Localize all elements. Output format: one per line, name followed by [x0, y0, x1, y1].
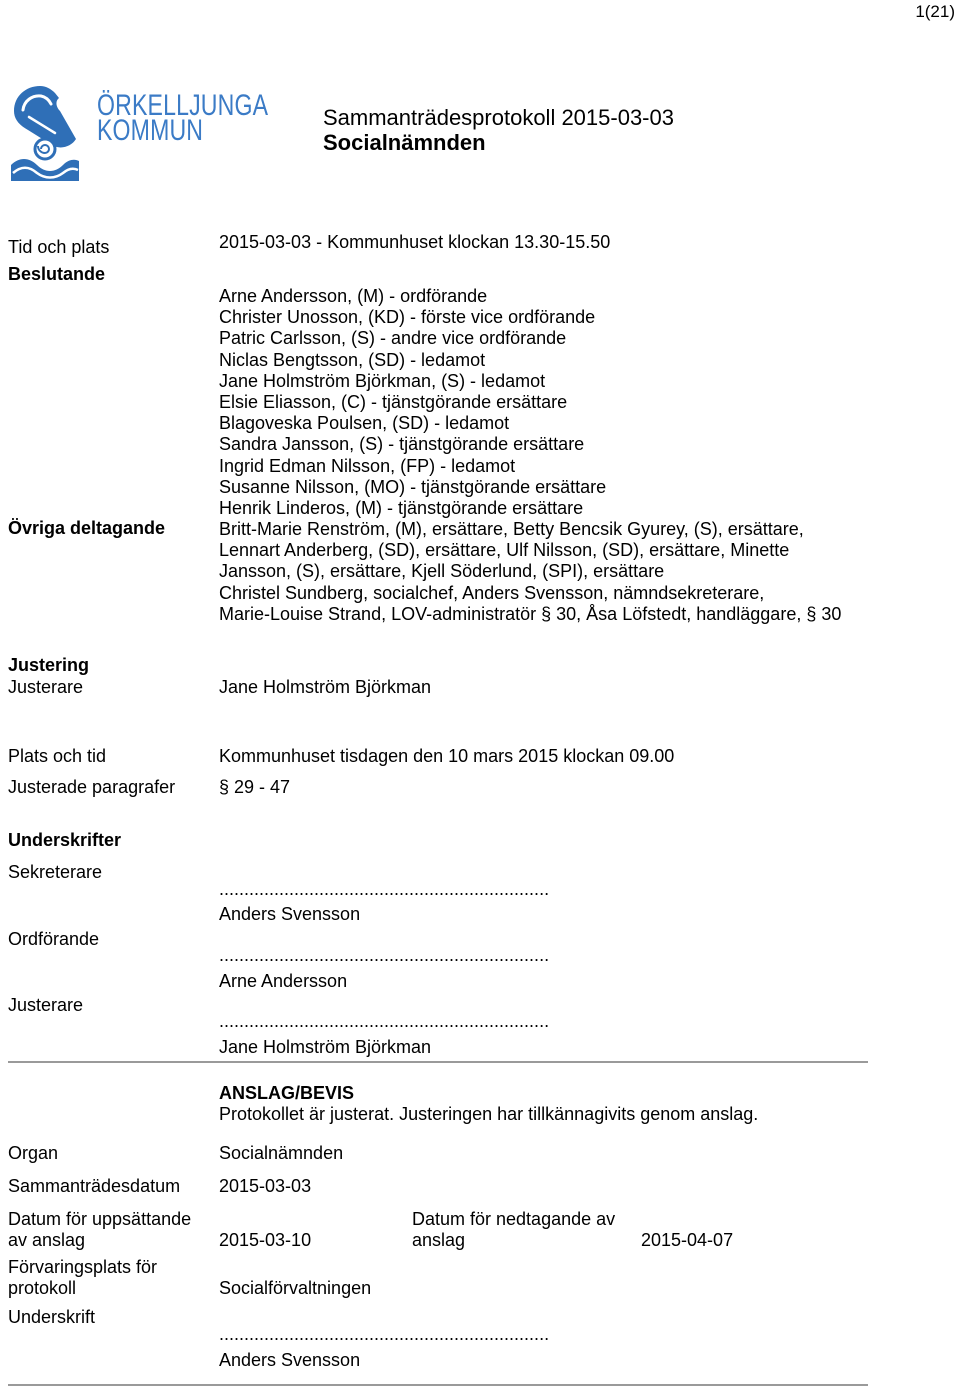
other-participants-line: Jansson, (S), ersättare, Kjell Söderlund, (SPI), ersättare	[219, 561, 665, 582]
decision-maker-item: Elsie Eliasson, (C) - tjänstgörande ersättare	[219, 391, 568, 412]
removal-date-label-line1: Datum för nedtagande av	[412, 1209, 616, 1229]
posted-date-label-line2: av anslag	[8, 1230, 86, 1250]
decision-maker-item: Susanne Nilsson, (MO) - tjänstgörande ersättare	[219, 476, 607, 497]
organ-label: Organ	[8, 1143, 59, 1163]
meeting-date-value: 2015-03-03	[219, 1176, 312, 1196]
page-number: 1(21)	[915, 2, 955, 21]
storage-value: Socialförvaltningen	[219, 1278, 372, 1298]
page-title: Sammanträdesprotokoll 2015-03-03	[323, 105, 674, 130]
decision-maker-item: Niclas Bengtsson, (SD) - ledamot	[219, 349, 486, 370]
notice-signature-line: ..................................................................	[219, 1324, 550, 1344]
meeting-date-label: Sammanträdesdatum	[8, 1176, 181, 1196]
adjustment-place-time-label: Plats och tid	[8, 746, 107, 766]
adjuster-signature-line: ..................................................................	[219, 1011, 550, 1031]
posted-date-value: 2015-03-10	[219, 1230, 312, 1250]
adjustment-heading: Justering	[8, 655, 90, 675]
decision-makers-label: Beslutande	[8, 264, 106, 284]
committee-name: Socialnämnden	[323, 130, 486, 155]
chair-signature-line: ..................................................................	[219, 945, 550, 965]
decision-maker-item: Patric Carlsson, (S) - andre vice ordförande	[219, 328, 567, 349]
posted-date-label-line1: Datum för uppsättande	[8, 1209, 192, 1229]
other-participants-line: Lennart Anderberg, (SD), ersättare, Ulf Nilsson, (SD), ersättare, Minette	[219, 540, 790, 561]
section-divider	[8, 1061, 868, 1063]
adjuster-value: Jane Holmström Björkman	[219, 677, 432, 697]
adjusted-paragraphs-value: § 29 - 47	[219, 777, 291, 797]
adjuster-label: Justerare	[8, 677, 84, 697]
municipality-emblem-icon	[9, 83, 79, 181]
other-participants-line: Christel Sundberg, socialchef, Anders Svensson, nämndsekreterare,	[219, 582, 765, 603]
removal-date-label-line2: anslag	[412, 1230, 466, 1250]
notice-text: Protokollet är justerat. Justeringen har tillkännagivits genom anslag.	[219, 1104, 759, 1124]
decision-maker-item: Christer Unosson, (KD) - förste vice ordförande	[219, 307, 596, 328]
logo-text-line1: ÖRKELLJUNGA	[97, 89, 269, 122]
adjustment-place-time-value: Kommunhuset tisdagen den 10 mars 2015 klockan 09.00	[219, 746, 675, 766]
signatures-heading: Underskrifter	[8, 830, 122, 850]
chair-name: Arne Andersson	[219, 971, 348, 991]
storage-label-line2: protokoll	[8, 1278, 77, 1298]
chair-label: Ordförande	[8, 929, 100, 949]
notice-heading: ANSLAG/BEVIS	[219, 1083, 355, 1103]
storage-label-line1: Förvaringsplats för	[8, 1257, 158, 1277]
organ-value: Socialnämnden	[219, 1143, 344, 1163]
decision-maker-item: Ingrid Edman Nilsson, (FP) - ledamot	[219, 455, 516, 476]
secretary-name: Anders Svensson	[219, 904, 361, 924]
other-participants-label: Övriga deltagande	[8, 518, 166, 538]
decision-maker-item: Blagoveska Poulsen, (SD) - ledamot	[219, 413, 510, 434]
time-place-value: 2015-03-03 - Kommunhuset klockan 13.30-15.50	[219, 232, 611, 252]
adjuster-signature-name: Jane Holmström Björkman	[219, 1037, 432, 1057]
logo-text-line2: KOMMUN	[97, 114, 204, 147]
removal-date-value: 2015-04-07	[641, 1230, 734, 1250]
adjusted-paragraphs-label: Justerade paragrafer	[8, 777, 176, 797]
decision-maker-item: Arne Andersson, (M) - ordförande	[219, 286, 488, 306]
notice-signature-name: Anders Svensson	[219, 1350, 361, 1370]
other-participants-line: Britt-Marie Renström, (M), ersättare, Betty Bencsik Gyurey, (S), ersättare,	[219, 519, 804, 540]
participants-list	[219, 286, 841, 625]
secretary-label: Sekreterare	[8, 862, 103, 882]
decision-maker-item: Sandra Jansson, (S) - tjänstgörande ersättare	[219, 434, 585, 455]
time-place-label: Tid och plats	[8, 237, 110, 257]
notice-signature-label: Underskrift	[8, 1307, 96, 1327]
decision-maker-item: Henrik Linderos, (M) - tjänstgörande ersättare	[219, 497, 584, 518]
decision-maker-item: Jane Holmström Björkman, (S) - ledamot	[219, 370, 546, 391]
adjuster-signature-label: Justerare	[8, 995, 84, 1015]
bottom-divider	[8, 1384, 868, 1386]
other-participants-line: Marie-Louise Strand, LOV-administratör § 30, Åsa Löfstedt, handläggare, § 30	[219, 603, 842, 624]
secretary-signature-line: ..................................................................	[219, 879, 550, 899]
